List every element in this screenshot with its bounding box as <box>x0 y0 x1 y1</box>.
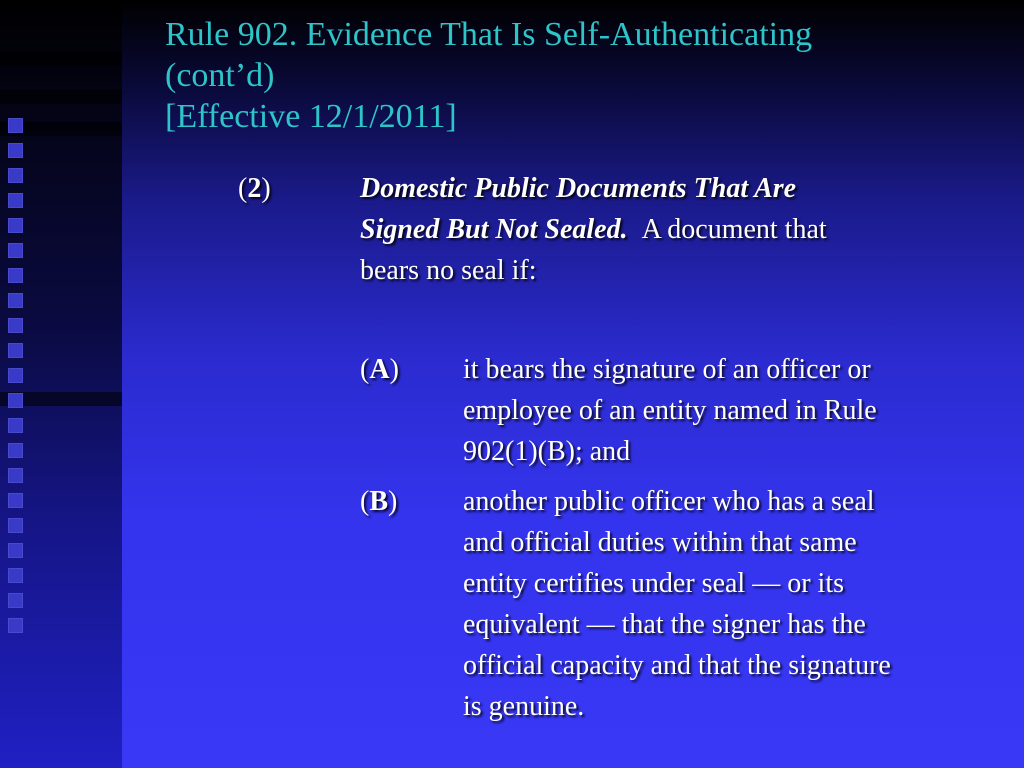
subitem-b-marker <box>360 481 397 522</box>
decorative-square <box>8 168 23 183</box>
decorative-square <box>8 243 23 258</box>
decorative-square <box>8 568 23 583</box>
subitem-a-line: employee of an entity named in Rule <box>463 395 877 426</box>
subitem-b-text <box>463 481 1008 727</box>
item-2-body-line: bears no seal if: <box>360 255 537 286</box>
marker-paren: ( <box>238 173 248 204</box>
decorative-square <box>8 618 23 633</box>
item-2-body: A document that <box>641 214 827 245</box>
decorative-square <box>8 143 23 158</box>
decorative-square <box>8 468 23 483</box>
subitem-b-line: official capacity and that the signature <box>463 650 891 681</box>
marker-letter: B <box>369 486 389 517</box>
decorative-square <box>8 318 23 333</box>
marker-paren: ( <box>360 354 370 385</box>
subitem-a-marker <box>360 349 399 390</box>
left-decorative-panel <box>0 0 122 768</box>
title-line: [Effective 12/1/2011] <box>165 98 457 135</box>
decorative-square <box>8 393 23 408</box>
item-2-heading: Signed But Not Sealed. <box>360 214 628 245</box>
decorative-square <box>8 118 23 133</box>
decorative-square <box>8 543 23 558</box>
subitem-b-line: equivalent — that the signer has the <box>463 609 866 640</box>
marker-paren: ) <box>389 354 399 385</box>
decorative-square <box>8 368 23 383</box>
decorative-square <box>8 343 23 358</box>
decorative-band <box>0 52 122 66</box>
item-2-marker <box>238 168 271 209</box>
decorative-square <box>8 593 23 608</box>
item-2-text <box>360 168 980 291</box>
subitem-b-line: is genuine. <box>463 691 585 722</box>
subitem-b-line: and official duties within that same <box>463 527 857 558</box>
item-2-heading-line <box>360 168 980 209</box>
item-2-heading: Domestic Public Documents That Are <box>360 173 797 204</box>
decorative-band <box>0 90 122 104</box>
decorative-square <box>8 268 23 283</box>
decorative-square <box>8 193 23 208</box>
subitem-a-line: it bears the signature of an officer or <box>463 354 871 385</box>
decorative-square <box>8 443 23 458</box>
decorative-square-column <box>8 118 26 643</box>
decorative-square <box>8 218 23 233</box>
subitem-a-line: 902(1)(B); and <box>463 436 631 467</box>
decorative-square <box>8 418 23 433</box>
marker-paren: ) <box>388 486 398 517</box>
subitem-b-line: another public officer who has a seal <box>463 486 875 517</box>
subitem-a-text <box>463 349 1003 472</box>
subitem-b-line: entity certifies under seal — or its <box>463 568 844 599</box>
marker-paren: ) <box>261 173 271 204</box>
marker-letter: A <box>369 354 390 385</box>
marker-paren: ( <box>360 486 370 517</box>
marker-number: 2 <box>247 173 262 204</box>
item-2-heading-line <box>360 209 980 250</box>
title-line: (cont’d) <box>165 57 275 94</box>
decorative-square <box>8 518 23 533</box>
slide-title <box>165 14 985 137</box>
title-line: Rule 902. Evidence That Is Self-Authenticating <box>165 16 813 53</box>
decorative-square <box>8 293 23 308</box>
decorative-square <box>8 493 23 508</box>
